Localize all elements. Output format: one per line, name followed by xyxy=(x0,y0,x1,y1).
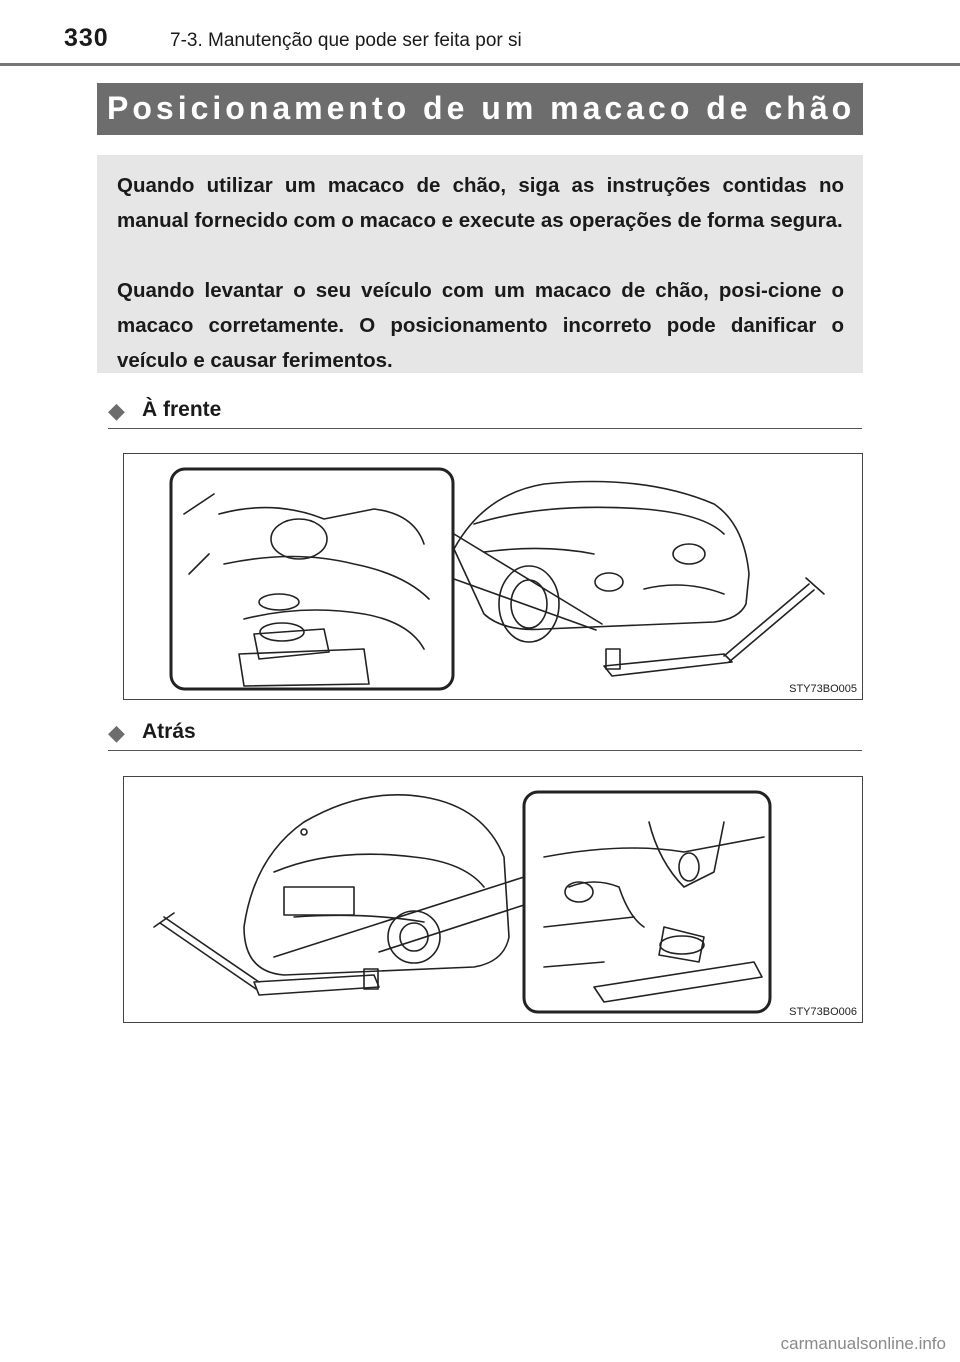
page-number: 330 xyxy=(64,24,109,52)
figure-front-code: STY73BO005 xyxy=(789,683,857,695)
intro-box xyxy=(97,155,863,373)
rear-jack-illustration xyxy=(124,777,862,1022)
subsection-front-label: À frente xyxy=(142,398,222,421)
section-title-bar xyxy=(97,83,863,135)
chapter-title: 7-3. Manutenção que pode ser feita por si xyxy=(170,30,522,51)
diamond-icon: ◆ xyxy=(108,720,125,745)
subsection-rear-label: Atrás xyxy=(142,720,196,743)
page-header xyxy=(0,0,960,66)
header-divider xyxy=(0,63,960,66)
subsection-rear-heading xyxy=(108,716,862,751)
figure-rear-jack-point xyxy=(123,776,863,1023)
figure-rear-code: STY73BO006 xyxy=(789,1006,857,1018)
diamond-icon: ◆ xyxy=(108,398,125,423)
subsection-front-heading xyxy=(108,394,862,429)
intro-paragraph-2: Quando levantar o seu veículo com um macaco de chão, posi-cione o macaco corretamente. O posicionamento incorreto pode danificar o veículo e causar ferimentos. xyxy=(117,279,844,372)
watermark-text: carmanualsonline.info xyxy=(780,1334,946,1353)
front-jack-illustration xyxy=(124,454,862,699)
section-title: Posicionamento de um macaco de chão xyxy=(107,90,856,126)
figure-front-jack-point xyxy=(123,453,863,700)
intro-paragraph-1: Quando utilizar um macaco de chão, siga as instruções contidas no manual fornecido com o macaco e execute as operações de forma segura. xyxy=(117,174,844,232)
